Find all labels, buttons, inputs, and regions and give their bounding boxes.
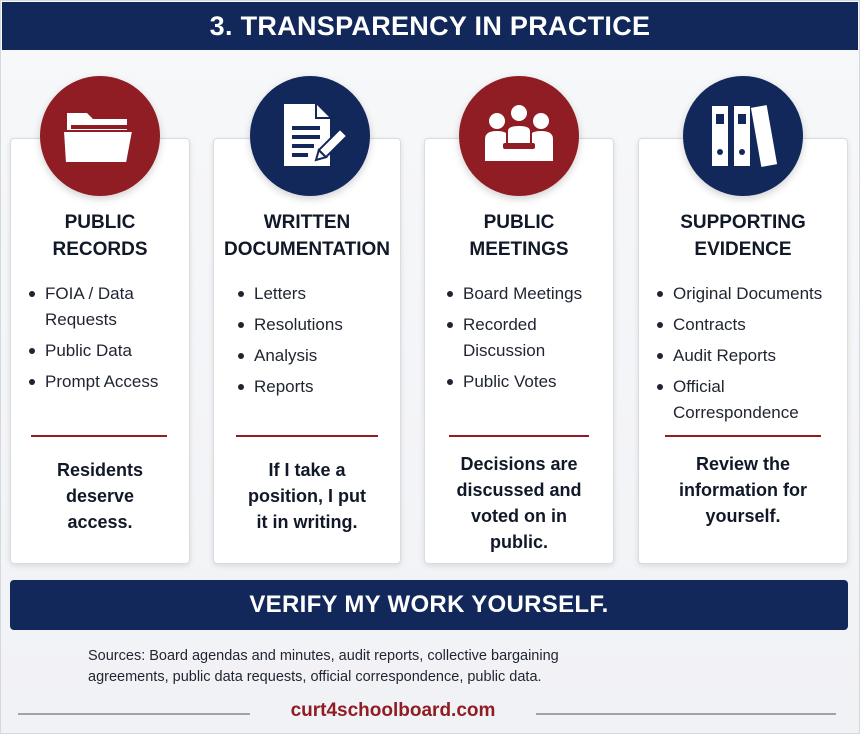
bullet-list xyxy=(29,281,179,400)
list-item: Public Votes xyxy=(447,369,609,395)
list-item: Board Meetings xyxy=(447,281,609,307)
list-item: Reports xyxy=(238,374,396,400)
divider xyxy=(31,435,167,437)
folder-icon xyxy=(40,76,160,196)
list-item: Prompt Access xyxy=(29,369,179,395)
card-title: PUBLIC MEETINGS xyxy=(469,212,569,260)
bullet-list xyxy=(447,281,609,400)
divider xyxy=(236,435,378,437)
sources-text: Sources: Board agendas and minutes, audit reports, collective bargaining agreements, public data requests, official correspondence, public data. xyxy=(88,648,559,685)
card-title: PUBLIC RECORDS xyxy=(52,212,148,260)
list-item: Contracts xyxy=(657,312,843,338)
list-item: Public Data xyxy=(29,338,179,364)
card-quote: Review the information for yourself. xyxy=(679,454,807,526)
divider xyxy=(665,435,821,437)
card-public-records xyxy=(10,138,190,564)
card-supporting-evidence xyxy=(638,138,848,564)
divider xyxy=(449,435,589,437)
card-title: SUPPORTING EVIDENCE xyxy=(680,212,806,260)
website-link[interactable]: curt4schoolboard.com xyxy=(290,700,496,721)
list-item: Recorded Discussion xyxy=(447,312,573,364)
list-item: Original Documents xyxy=(657,281,843,307)
list-item: Letters xyxy=(238,281,396,307)
card-quote: Decisions are discussed and voted on in public. xyxy=(456,454,582,552)
verify-banner: VERIFY MY WORK YOURSELF. xyxy=(10,580,848,630)
footer-divider-right xyxy=(536,713,836,715)
card-quote: If I take a position, I put it in writing. xyxy=(248,460,366,532)
card-title: WRITTEN DOCUMENTATION xyxy=(223,212,391,260)
list-item: FOIA / Data Requests xyxy=(29,281,179,333)
list-item: Analysis xyxy=(238,343,396,369)
page-title: 3. TRANSPARENCY IN PRACTICE xyxy=(2,2,858,50)
list-item: Audit Reports xyxy=(657,343,843,369)
document-pen-icon xyxy=(250,76,370,196)
people-meeting-icon xyxy=(459,76,579,196)
list-item: Official Correspondence xyxy=(657,374,823,426)
card-quote: Residents deserve access. xyxy=(56,460,144,532)
footer-divider-left xyxy=(18,713,250,715)
card-public-meetings xyxy=(424,138,614,564)
binders-icon xyxy=(683,76,803,196)
list-item: Resolutions xyxy=(238,312,396,338)
bullet-list xyxy=(657,281,843,431)
card-written-documentation xyxy=(213,138,401,564)
bullet-list xyxy=(238,281,396,405)
